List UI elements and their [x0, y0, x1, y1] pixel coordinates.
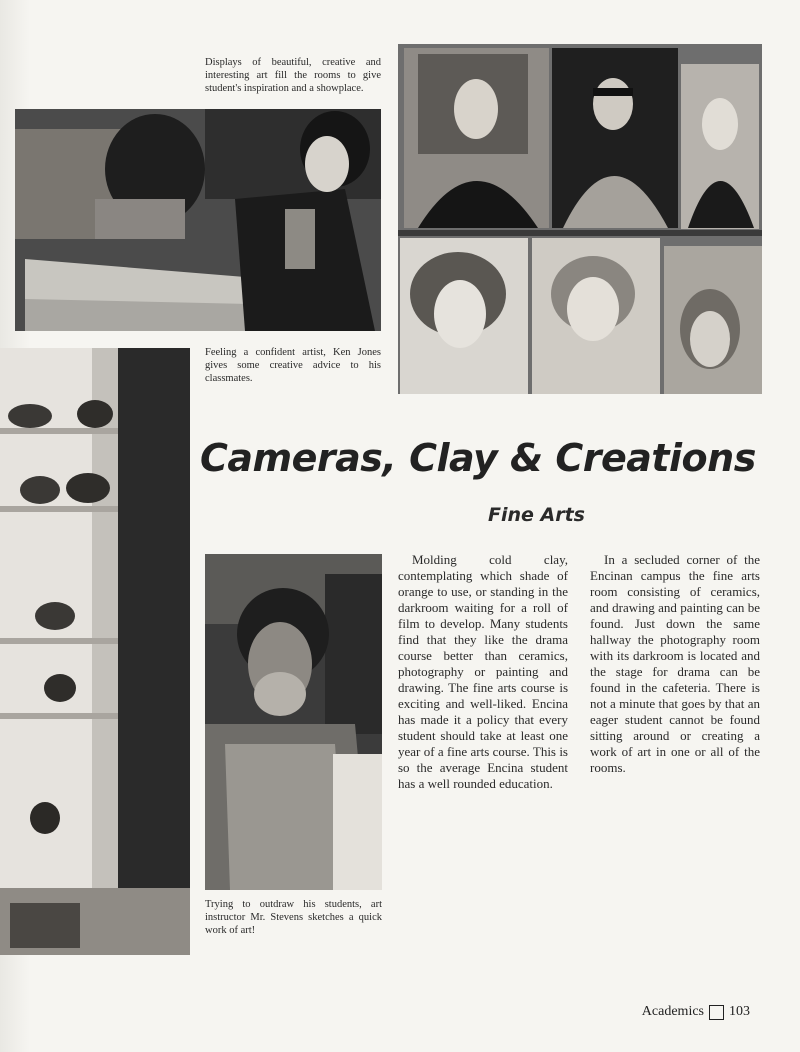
headline: Cameras, Clay & Creations — [200, 436, 756, 480]
photo-student-artist — [15, 109, 381, 331]
body-column-1: Molding cold clay, contemplating which shade of orange to use, or standing in the darkroom waiting for a roll of film to develop. Many students find that they like the drama course better than ceramics, photography or painting and drawing. The fine arts course is exciting and well-liked. Encina has made it a policy that every student should take at least one year of a fine arts course. This is so the average Encina student has a well rounded education. — [398, 552, 568, 791]
subhead: Fine Arts — [488, 504, 585, 526]
photo-portrait-paintings — [398, 44, 762, 394]
caption-art-displays: Displays of beautiful, creative and interesting art fill the rooms to give student's inspiration and a showplace. — [205, 57, 381, 94]
caption-mr-stevens: Trying to outdraw his students, art instructor Mr. Stevens sketches a quick work of art! — [205, 899, 382, 936]
caption-ken-jones: Feeling a confident artist, Ken Jones gives some creative advice to his classmates. — [205, 347, 381, 384]
photo-ceramics-shelves — [0, 348, 190, 955]
page-footer — [642, 1004, 750, 1020]
section-name: Academics — [641, 1004, 704, 1019]
page-number: 103 — [729, 1004, 750, 1019]
body-column-2: In a secluded corner of the Encinan campus the fine arts room consisting of ceramics, and drawing and painting can be found. Just down the same hallway the photography room with its darkroom is located and the stage for drama can be found in the cafeteria. There is not a minute that goes by that an eager student cannot be found sitting around or creating a work of art in one or all of the rooms. — [590, 552, 760, 775]
square-box-icon — [709, 1005, 724, 1020]
photo-mr-stevens — [205, 554, 382, 890]
